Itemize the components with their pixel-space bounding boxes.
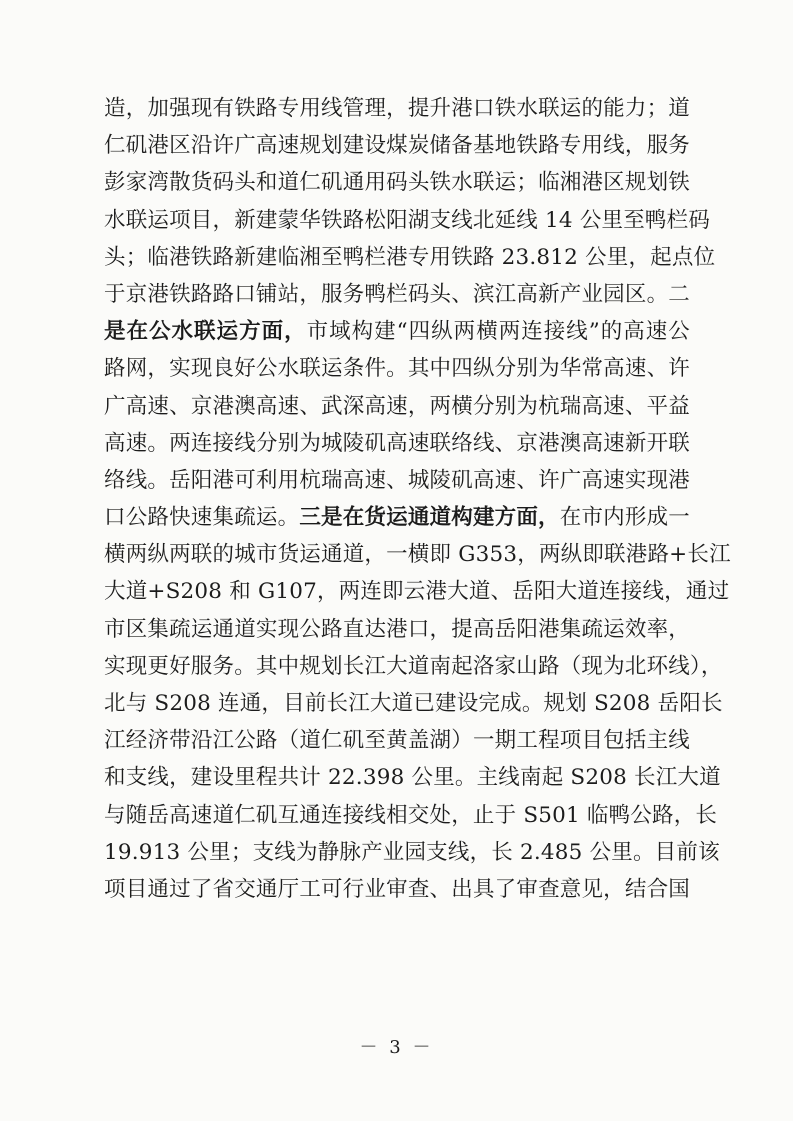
text-line: 于京港铁路路口铺站，服务鸭栏码头、滨江高新产业园区。二 — [104, 281, 690, 307]
text-line: 大道+S208 和 G107，两连即云港大道、岳阳大道连接线，通过 — [104, 579, 730, 605]
text-line: 彭家湾散货码头和道仁矶通用码头铁水联运；临湘港区规划铁 — [104, 170, 690, 196]
text-run: 在市内形成一 — [559, 505, 690, 531]
text-line: 横两纵两联的城市货运通道，一横即 G353，两纵即联港路+长江 — [104, 542, 731, 568]
text-line: 头；临港铁路新建临湘至鸭栏港专用铁路 23.812 公里，起点位 — [104, 244, 716, 270]
text-line: 和支线，建设里程共计 22.398 公里。主线南起 S208 长江大道 — [104, 765, 721, 791]
text-line: 络线。岳阳港可利用杭瑞高速、城陵矶高速、许广高速实现港 — [104, 467, 690, 493]
text-line — [104, 499, 690, 536]
text-run: 口公路快速集疏运。 — [104, 505, 300, 531]
text-line — [104, 313, 690, 350]
text-line: 实现更好服务。其中规划长江大道南起洛家山路（现为北环线）， — [104, 653, 723, 679]
text-line: 高速。两连接线分别为城陵矶高速联络线、京港澳高速新开联 — [104, 430, 690, 456]
text-line: 市区集疏运通道实现公路直达港口，提高岳阳港集疏运效率， — [104, 616, 690, 642]
page-number: － 3 － — [359, 1037, 434, 1058]
text-run: 市域构建“四纵两横两连接线”的高速公 — [306, 319, 690, 345]
text-line: 19.913 公里；支线为静脉产业园支线，长 2.485 公里。目前该 — [104, 839, 720, 865]
body-text — [104, 90, 731, 908]
text-line: 项目通过了省交通厅工可行业审查、出具了审查意见，结合国 — [104, 876, 690, 902]
text-line: 与随岳高速道仁矶互通连接线相交处，止于 S501 临鸭公路，长 — [104, 802, 718, 828]
text-line: 江经济带沿江公路（道仁矶至黄盖湖）一期工程项目包括主线 — [104, 728, 690, 754]
text-line: 路网，实现良好公水联运条件。其中四纵分别为华常高速、许 — [104, 356, 690, 382]
text-line: 造，加强现有铁路专用线管理，提升港口铁水联运的能力；道 — [104, 96, 690, 121]
text-line: 仁矶港区沿许广高速规划建设煤炭储备基地铁路专用线，服务 — [104, 133, 690, 159]
text-line: 广高速、京港澳高速、武深高速，两横分别为杭瑞高速、平益 — [104, 393, 690, 419]
text-line: 水联运项目，新建蒙华铁路松阳湖支线北延线 14 公里至鸭栏码 — [104, 207, 711, 233]
bold-heading: 三是在货运通道构建方面， — [299, 505, 560, 531]
text-line: 北与 S208 连通，目前长江大道已建设完成。规划 S208 岳阳长 — [104, 691, 723, 716]
bold-heading: 是在公水联运方面， — [104, 319, 307, 345]
